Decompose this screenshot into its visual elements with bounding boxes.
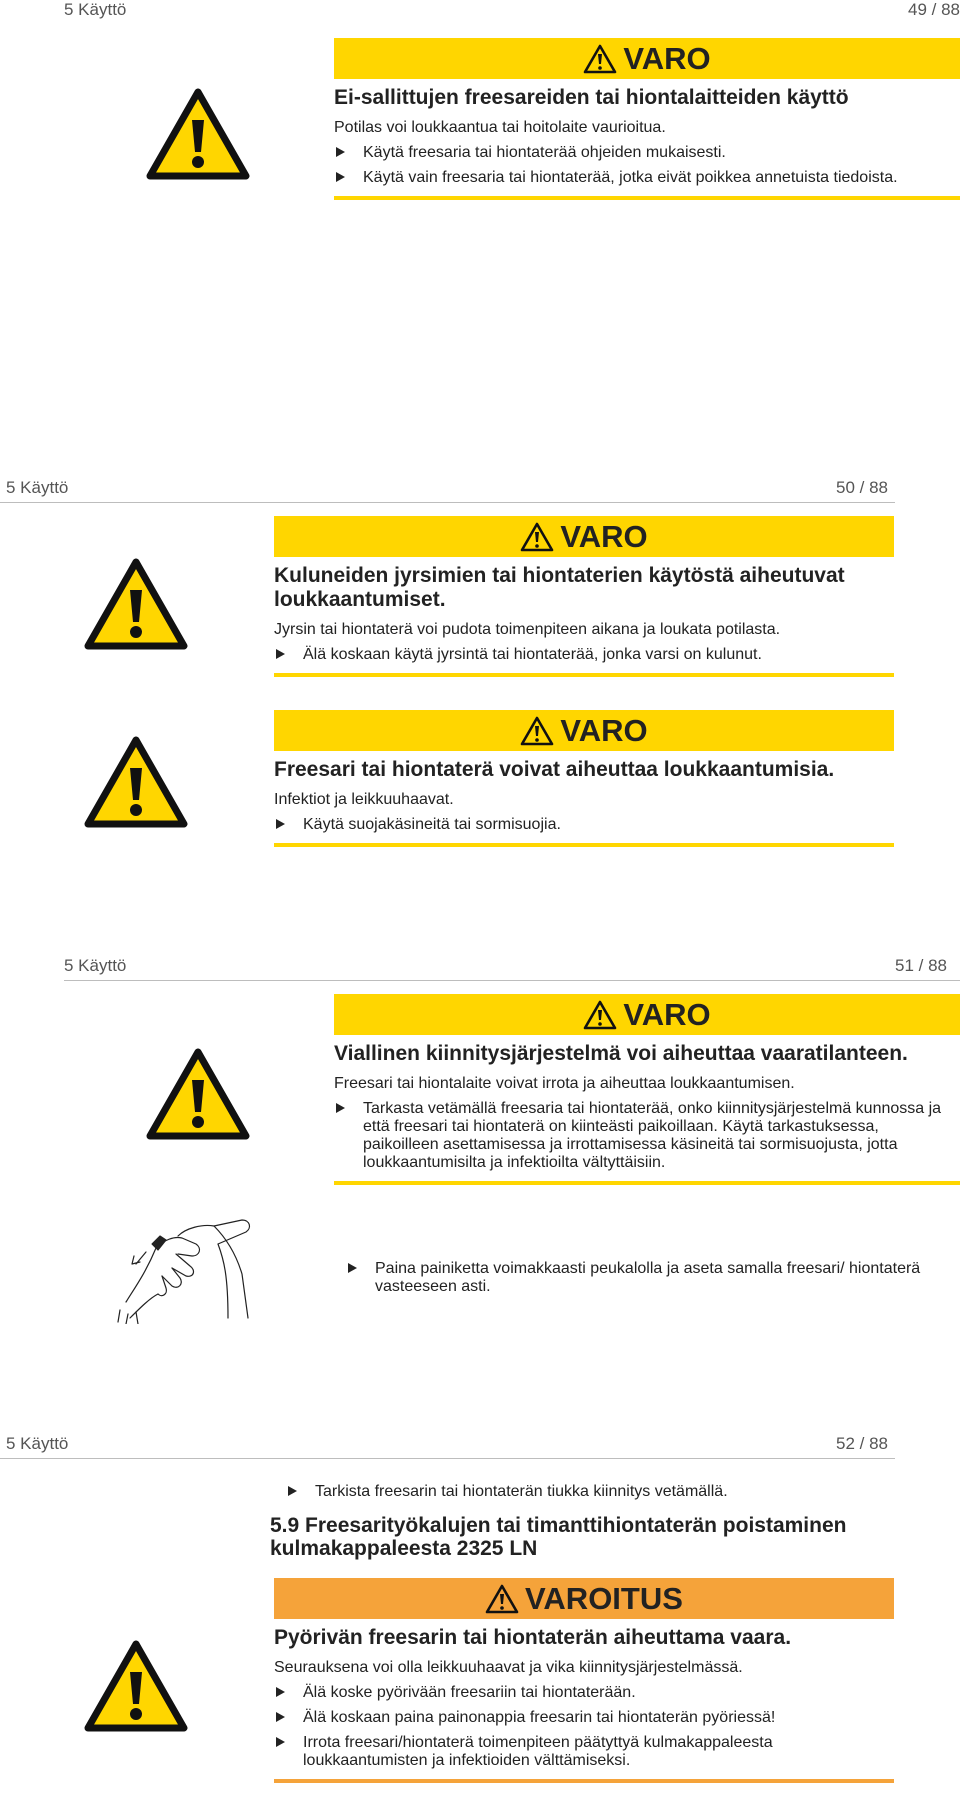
bullet-arrow-icon: [276, 1737, 285, 1747]
page-52: [0, 1430, 960, 1798]
bullet-arrow-icon: [276, 819, 285, 829]
bullet-arrow-icon: [276, 649, 285, 659]
box-bottom-line: [334, 1181, 960, 1185]
warning-title: Kuluneiden jyrsimien tai hiontaterien käytöstä aiheutuvat loukkaantumiset.: [274, 564, 845, 611]
bullet-item: [274, 646, 894, 664]
warning-box: [274, 1578, 894, 1783]
caution-banner: [274, 516, 894, 557]
bullet-item: [274, 1734, 894, 1770]
warning-banner: [274, 1578, 894, 1619]
bullet-item: [274, 1684, 894, 1702]
box-bottom-line: [274, 673, 894, 677]
bullet-arrow-icon: [276, 1687, 285, 1697]
header-rule: [64, 980, 960, 981]
bullet-item: [334, 144, 960, 162]
page-number: 49 / 88: [908, 0, 960, 19]
warning-icon: [520, 716, 554, 746]
caution-box-2: [274, 710, 894, 847]
bullet-arrow-icon: [348, 1263, 357, 1273]
bullet-text: Älä koskaan käytä jyrsintä tai hiontaterää, jonka varsi on kulunut.: [303, 646, 762, 663]
caution-banner: [334, 994, 960, 1035]
caution-box-1: [274, 516, 894, 677]
warning-title: Freesari tai hiontaterä voivat aiheuttaa loukkaantumisia.: [274, 758, 835, 781]
section-label: 5 Käyttö: [64, 956, 127, 975]
header-rule: [0, 1458, 895, 1459]
hand-pressing-button-illustration: [116, 1214, 266, 1324]
warning-triangle-icon: [84, 736, 188, 828]
caution-banner: [274, 710, 894, 751]
warning-triangle-icon: [84, 558, 188, 650]
bullet-arrow-icon: [336, 147, 345, 157]
bullet-text: Käytä freesaria tai hiontaterää ohjeiden mukaisesti.: [363, 144, 726, 161]
page-number: 50 / 88: [836, 478, 888, 497]
bullet-text: Paina painiketta voimakkaasti peukalolla ja aseta samalla freesari/ hiontaterä vasteeseen asti.: [375, 1260, 921, 1295]
caution-banner: [334, 38, 960, 79]
bullet-text: Älä koskaan paina painonappia freesarin tai hiontaterän pyöriessä!: [303, 1709, 776, 1726]
section-label: 5 Käyttö: [64, 0, 127, 19]
banner-label: VAROITUS: [525, 1580, 683, 1616]
bullet-text: Tarkista freesarin tai hiontaterän tiukka kiinnitys vetämällä.: [315, 1483, 728, 1500]
warning-text: Freesari tai hiontalaite voivat irrota ja aiheuttaa loukkaantumisen.: [334, 1075, 795, 1092]
section-label: 5 Käyttö: [6, 1434, 69, 1453]
bullet-text: Käytä suojakäsineitä tai sormisuojia.: [303, 816, 561, 833]
warning-icon: [485, 1584, 519, 1614]
bullet-item: [334, 1100, 960, 1172]
instruction-bullet: [286, 1483, 915, 1501]
warning-icon: [583, 44, 617, 74]
section-heading: 5.9 Freesarityökalujen tai timanttihiontaterän poistaminen kulmakappaleesta 2325 LN: [270, 1514, 847, 1560]
bullet-item: [334, 169, 960, 187]
warning-triangle-icon: [146, 88, 250, 180]
banner-label: VARO: [623, 996, 711, 1032]
page-51: [0, 952, 960, 1352]
warning-triangle-icon: [146, 1048, 250, 1140]
warning-text: Infektiot ja leikkuuhaavat.: [274, 791, 454, 808]
warning-icon: [520, 522, 554, 552]
warning-title: Ei-sallittujen freesareiden tai hiontalaitteiden käyttö: [334, 86, 849, 109]
box-bottom-line: [274, 1779, 894, 1783]
bullet-arrow-icon: [336, 1103, 345, 1113]
caution-box: [334, 38, 960, 200]
bullet-text: Älä koske pyörivään freesariin tai hiontaterään.: [303, 1684, 636, 1701]
box-bottom-line: [274, 843, 894, 847]
box-bottom-line: [334, 196, 960, 200]
banner-label: VARO: [623, 40, 711, 76]
page-number: 52 / 88: [836, 1434, 888, 1453]
bullet-item: [274, 1709, 894, 1727]
bullet-arrow-icon: [276, 1712, 285, 1722]
section-label: 5 Käyttö: [6, 478, 69, 497]
bullet-arrow-icon: [336, 172, 345, 182]
bullet-text: Irrota freesari/hiontaterä toimenpiteen päätyttyä kulmakappaleesta loukkaantumisten ja infektioiden välttämiseksi.: [303, 1734, 773, 1769]
page-number: 51 / 88: [895, 956, 947, 975]
warning-text: Jyrsin tai hiontaterä voi pudota toimenpiteen aikana ja loukata potilasta.: [274, 621, 781, 638]
bullet-item: [274, 816, 894, 834]
warning-text: Potilas voi loukkaantua tai hoitolaite vaurioitua.: [334, 119, 666, 136]
banner-label: VARO: [560, 518, 648, 554]
instruction-bullet: [346, 1260, 955, 1296]
banner-label: VARO: [560, 712, 648, 748]
bullet-text: Tarkasta vetämällä freesaria tai hiontaterää, onko kiinnitysjärjestelmä kunnossa ja että freesari tai hiontaterä on kiinteästi paikoillaan. Käytä tarkastuksessa, paikoilleen asettamisessa ja irrottamisessa käsineitä tai sormisuojusta, jotta loukkaantumisilta ja infektioilta vältyttäisiin.: [363, 1100, 942, 1171]
warning-title: Pyörivän freesarin tai hiontaterän aiheuttama vaara.: [274, 1626, 792, 1649]
page-50: [0, 474, 960, 874]
warning-text: Seurauksena voi olla leikkuuhaavat ja vika kiinnitysjärjestelmässä.: [274, 1659, 743, 1676]
warning-icon: [583, 1000, 617, 1030]
bullet-arrow-icon: [288, 1486, 297, 1496]
warning-title: Viallinen kiinnitysjärjestelmä voi aiheuttaa vaaratilanteen.: [334, 1042, 908, 1065]
warning-triangle-icon: [84, 1640, 188, 1732]
bullet-text: Käytä vain freesaria tai hiontaterää, jotka eivät poikkea annetuista tiedoista.: [363, 169, 898, 186]
page-49: [0, 0, 960, 260]
header-rule: [0, 502, 895, 503]
caution-box: [334, 994, 960, 1185]
